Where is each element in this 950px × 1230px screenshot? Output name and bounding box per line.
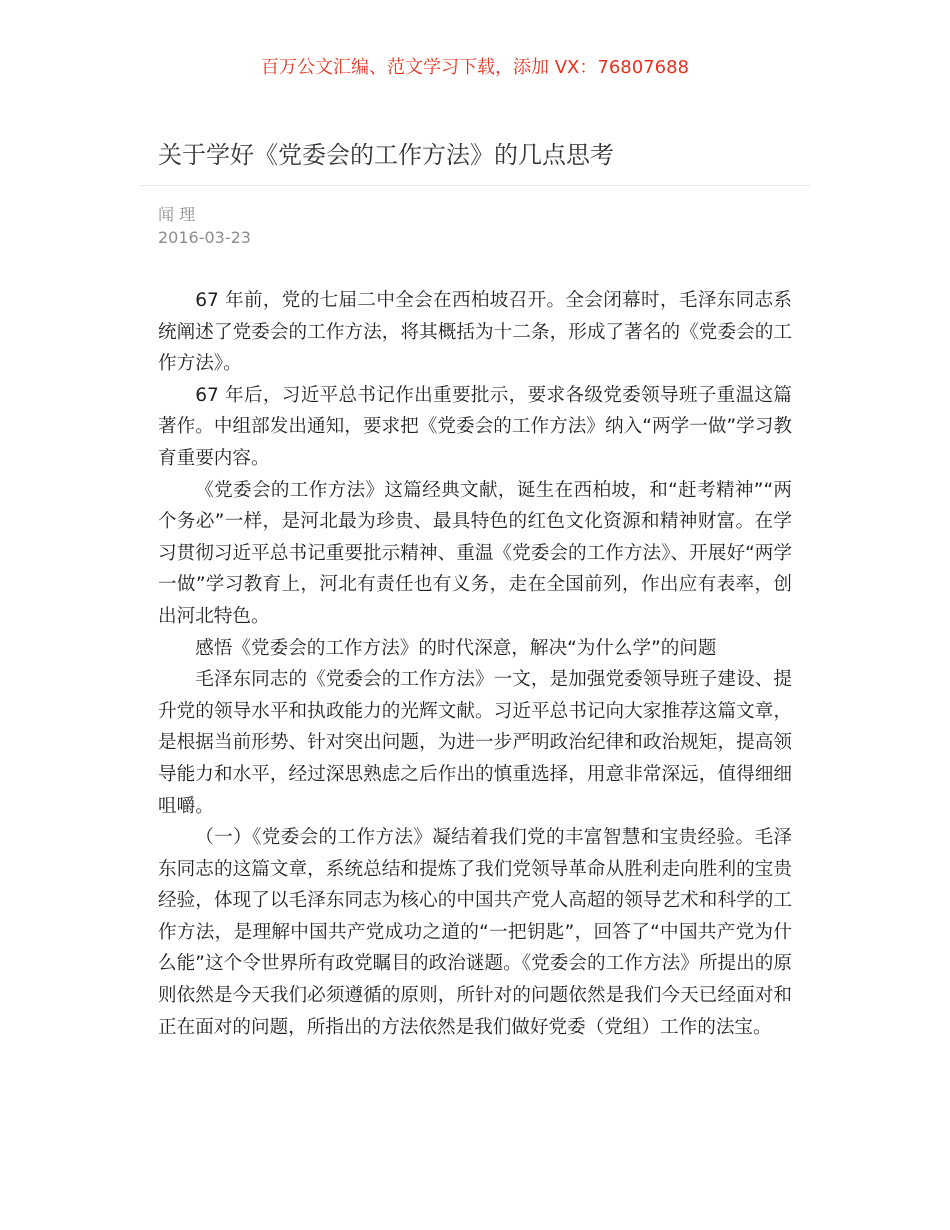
paragraph: （一）《党委会的工作方法》凝结着我们党的丰富智慧和宝贵经验。毛泽东同志的这篇文章，系统总结和提炼了我们党领导革命从胜利走向胜利的宝贵经验，体现了以毛泽东同志为核心的中国共产党人高超的领导艺术和科学的工作方法，是理解中国共产党成功之道的“一把钥匙”，回答了“中国共产党为什么能”这个令世界所有政党瞩目的政治谜题。《党委会的工作方法》所提出的原则依然是今天我们必须遵循的原则，所针对的问题依然是我们今天已经面对和正在面对的问题，所指出的方法依然是我们做好党委（党组）工作的法宝。 (158, 827, 792, 1038)
paragraph: 67 年前，党的七届二中全会在西柏坡召开。全会闭幕时，毛泽东同志系统阐述了党委会的工作方法，将其概括为十二条，形成了著名的《党委会的工作方法》。 (158, 290, 792, 375)
article-title: 关于学好《党委会的工作方法》的几点思考 (158, 141, 614, 169)
title-divider (140, 185, 810, 186)
paragraph: 《党委会的工作方法》这篇经典文献，诞生在西柏坡，和“赶考精神”“两个务必”一样，是河北最为珍贵、最具特色的红色文化资源和精神财富。在学习贯彻习近平总书记重要批示精神、重温《党委会的工作方法》、开展好“两学一做”学习教育上，河北有责任也有义务，走在全国前列，作出应有表率，创出河北特色。 (158, 479, 792, 627)
article-author: 闻 理 (158, 205, 196, 224)
paragraph: 67 年后，习近平总书记作出重要批示，要求各级党委领导班子重温这篇著作。中组部发出通知，要求把《党委会的工作方法》纳入“两学一做”学习教育重要内容。 (158, 384, 792, 469)
paragraph: 毛泽东同志的《党委会的工作方法》一文，是加强党委领导班子建设、提升党的领导水平和执政能力的光辉文献。习近平总书记向大家推荐这篇文章，是根据当前形势、针对突出问题，为进一步严明政治纪律和政治规矩，提高领导能力和水平，经过深思熟虑之后作出的慎重选择，用意非常深远，值得细细咀嚼。 (158, 669, 792, 817)
article-body (158, 285, 792, 1043)
article-meta (158, 203, 251, 249)
article-date: 2016-03-23 (158, 228, 251, 247)
section-heading: 感悟《党委会的工作方法》的时代深意，解决“为什么学”的问题 (195, 637, 717, 659)
promo-banner: 百万公文汇编、范文学习下载，添加 VX：76807688 (261, 57, 689, 78)
